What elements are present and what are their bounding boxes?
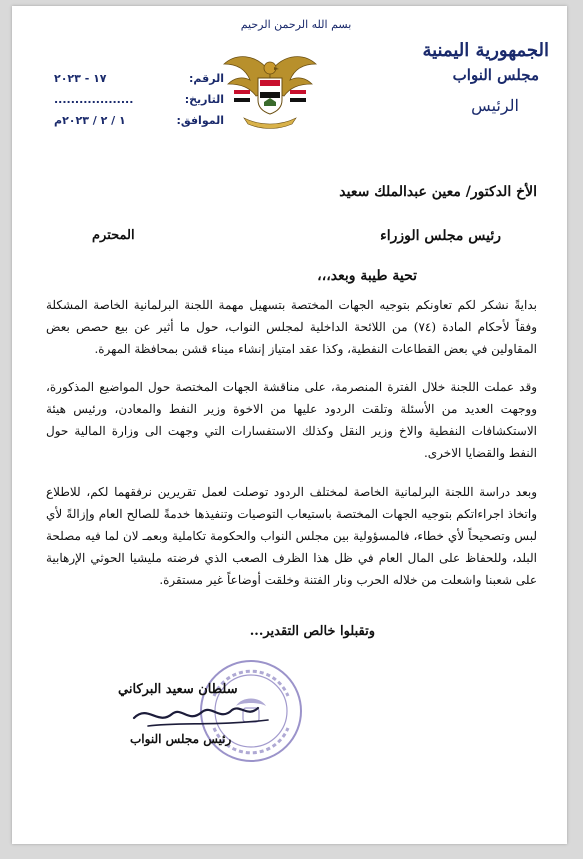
corr-date-value: ١ / ٢ / ٢٠٢٣م [54, 114, 126, 127]
ref-row [54, 68, 224, 89]
ref-label: الرقم: [189, 72, 224, 85]
corr-date-label: الموافق: [176, 114, 224, 127]
letterhead-block [379, 38, 549, 120]
ref-value: ١٧ - ٢٠٢٣ [54, 72, 107, 85]
greeting: تحية طيبة وبعد،،، [317, 268, 417, 284]
letter-meta [54, 68, 224, 131]
institution-name: مجلس النواب [452, 66, 539, 84]
paragraph-1: بدايةً نشكر لكم تعاونكم بتوجيه الجهات المختصة بتسهيل مهمة اللجنة البرلمانية الخاصة المشكلة وفقاً لأحكام المادة (٧٤) من اللائحة الداخلية لمجلس النواب، حول ما أثير عن بيع حصص بعض المقاولين في بعض القطاعات النفطية، وكذا عقد امتياز إنشاء ميناء قشن بمحافظة المهرة. [46, 298, 538, 356]
country-name: الجمهورية اليمنية [422, 40, 549, 61]
addressee-title: رئيس مجلس الوزراء [380, 228, 501, 244]
addressee: الأخ الدكتور/ معين عبدالملك سعيد [339, 184, 537, 200]
date-label: التاريخ: [184, 93, 224, 106]
date-value: ................... [54, 93, 134, 106]
basmala-calligraphy: بسم الله الرحمن الرحيم [240, 18, 352, 31]
office-name: الرئيس [471, 96, 519, 115]
paragraph-2: وقد عملت اللجنة خلال الفترة المنصرمة، على مناقشة الجهات المختصة حول المواضيع المذكورة، ووجهت العديد من الأسئلة وتلقت الردود عليها من الاخوة وزير النفط والمعادن، ورئيس هيئة الاستكشافات النفطية والاخ وزير النقل وكذلك الاستفسارات التي وجهت الى وزارة المالية حول النفط والقضايا الاخرى. [46, 380, 537, 460]
closing-line: وتقبلوا خالص التقدير... [249, 624, 375, 639]
honorific: المحترم [92, 228, 135, 243]
letter-page [12, 6, 567, 844]
corr-date-row [54, 110, 224, 131]
yemen-eagle-emblem-icon [220, 42, 320, 132]
paragraph-3: وبعد دراسة اللجنة البرلمانية الخاصة لمختلف الردود توصلت لعمل تقريرين نرفقهما لكم، للاطلاع واتخاذ اجراءاتكم بتوجيه الجهات المختصة باستيعاب التوصيات وتنفيذها خدمةً للصالح العام وإزالةً لأي لبس وتصحيحاً لأي خطاء، فالمسؤولية بين مجلس النواب والحكومة تكاملية وبعمـ لان لما فيه مصلحة البلد، وللحفاظ على المال العام في ظل هذا الظرف الصعب الذي فرضته مليشيا الحوثي الإرهابية على شعبنا واشعلت من خلاله الحرب ونار الفتنة وخلقت أوضاعاً غير مستقرة. [46, 485, 537, 587]
handwritten-signature [128, 696, 278, 736]
date-row [54, 89, 224, 110]
signer-title: رئيس مجلس النواب [130, 732, 232, 746]
signer-name: سلطان سعيد البركاني [118, 682, 238, 697]
